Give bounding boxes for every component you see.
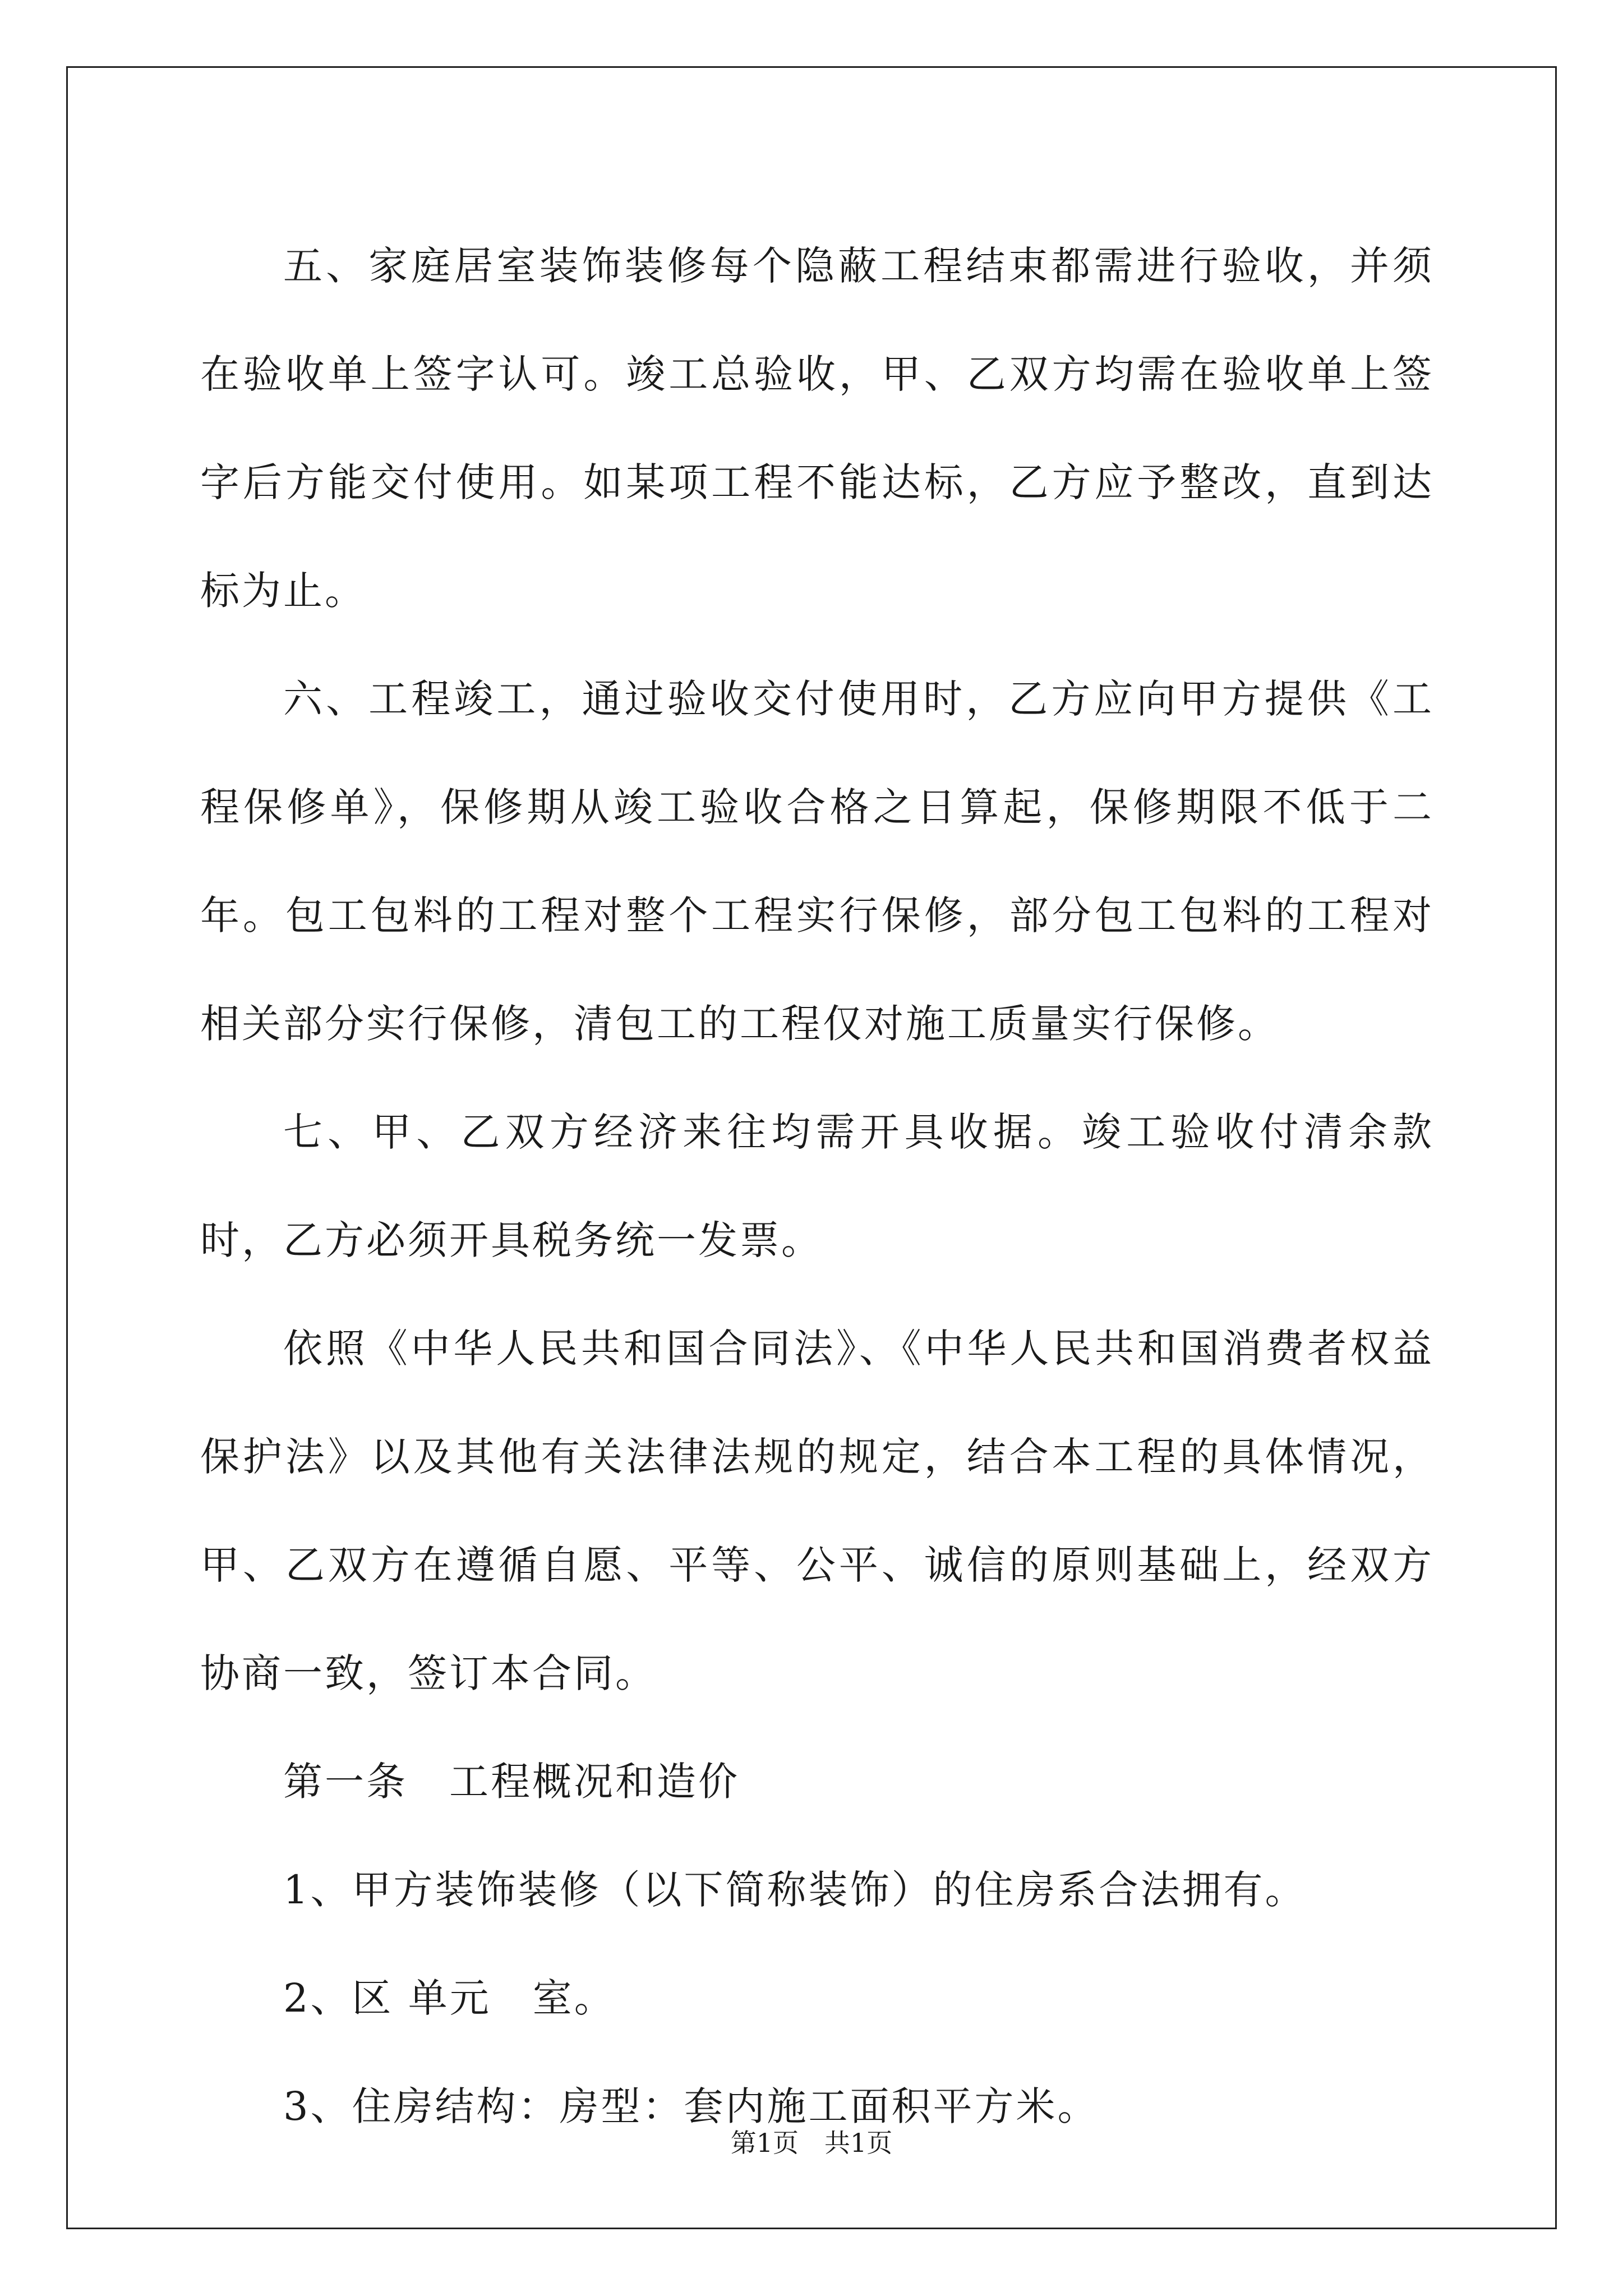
paragraph-legal-basis: 依照《中华人民共和国合同法》、《中华人民共和国消费者权益保护法》以及其他有关法律法规的规定，结合本工程的具体情况，甲、乙双方在遵循自愿、平等、公平、诚信的原则基础上，经双方协商一致，签订本合同。: [200, 1326, 1434, 1696]
paragraph-five: 五、家庭居室装饰装修每个隐蔽工程结束都需进行验收，并须在验收单上签字认可。竣工总验收，甲、乙双方均需在验收单上签字后方能交付使用。如某项工程不能达标，乙方应予整改，直到达标为止。: [200, 243, 1434, 614]
clause-two: 2、区 单元 室。: [283, 1975, 616, 2021]
paragraph-six: 六、工程竣工，通过验收交付使用时，乙方应向甲方提供《工程保修单》，保修期从竣工验收合格之日算起，保修期限不低于二年。包工包料的工程对整个工程实行保修，部分包工包料的工程对相关部分实行保修，清包工的工程仅对施工质量实行保修。: [200, 676, 1434, 1047]
document-body: [200, 212, 1434, 2161]
clause-one: 1、甲方装饰装修（以下简称装饰）的住房系合法拥有。: [283, 1867, 1307, 1913]
clause-three: 3、住房结构：房型：套内施工面积平方米。: [283, 2083, 1099, 2129]
page-number-footer: 第1页 共1页: [730, 2128, 893, 2158]
paragraph-seven: 七、甲、乙双方经济来往均需开具收据。竣工验收付清余款时，乙方必须开具税务统一发票。: [200, 1109, 1434, 1263]
article-one-heading: 第一条 工程概况和造价: [283, 1759, 740, 1805]
